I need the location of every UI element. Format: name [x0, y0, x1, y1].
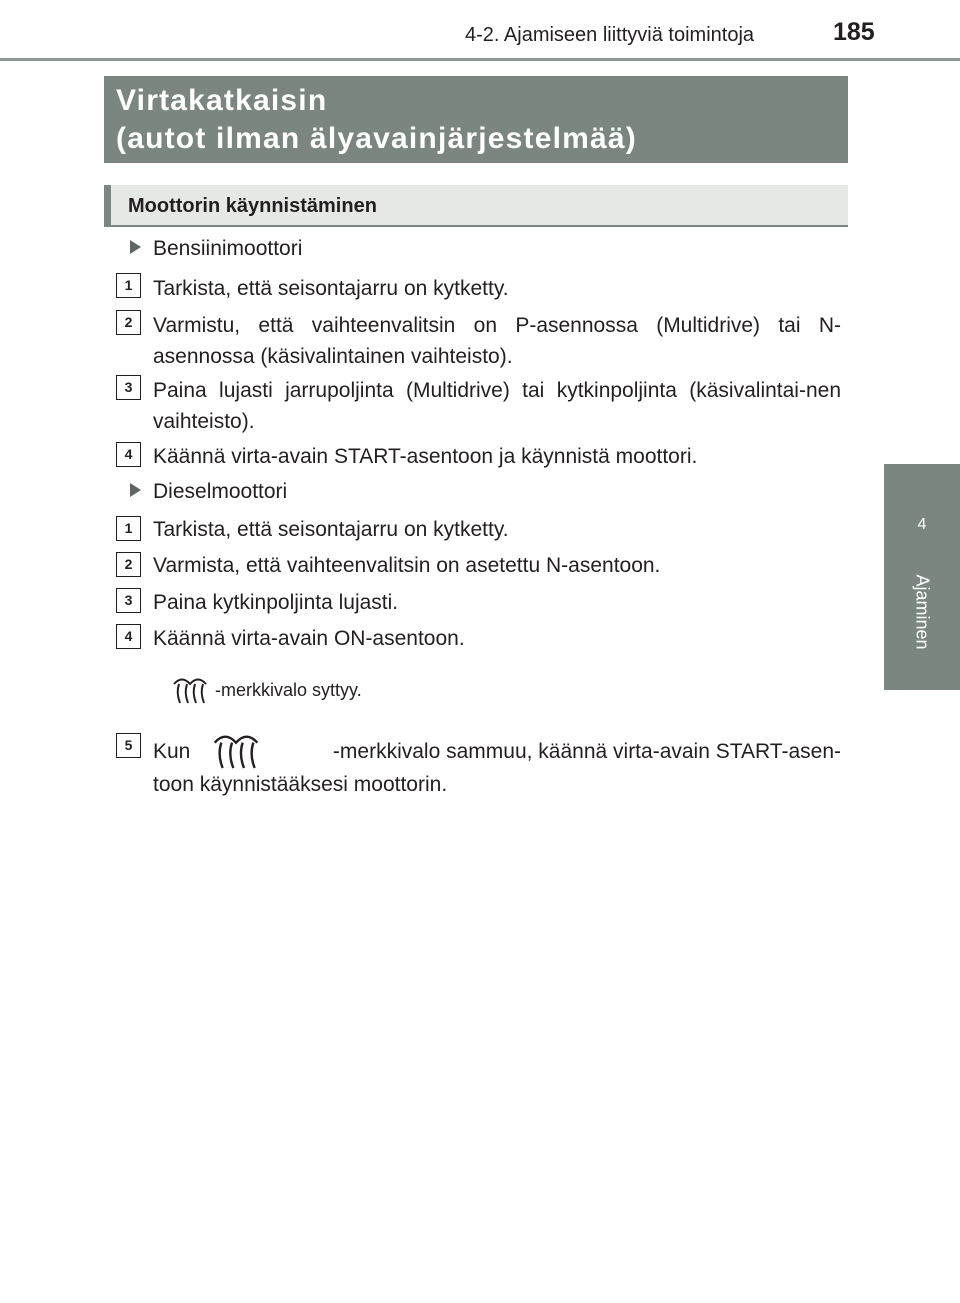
step-number-badge: 3	[116, 588, 141, 613]
step-text: Käännä virta-avain START-asentoon ja käynnistä moottori.	[153, 445, 698, 468]
diesel-engine-label: Dieselmoottori	[153, 480, 288, 503]
diesel-engine-heading	[130, 480, 287, 504]
step-5-line-2: toon käynnistääksesi moottorin.	[153, 773, 448, 796]
step-text: Varmistu, että vaihteenvalitsin on P-asennossa (Multidrive) tai N-asennossa (käsivalintainen vaihteisto).	[153, 314, 841, 368]
section-title-line-2: (autot ilman älyavainjärjestelmää)	[116, 122, 637, 155]
glow-plug-indicator-icon	[170, 676, 210, 706]
triangle-bullet-icon	[130, 483, 141, 497]
indicator-note	[170, 676, 362, 706]
subheading-text: Moottorin käynnistäminen	[128, 195, 377, 217]
page-number: 185	[833, 18, 875, 46]
chapter-label: Ajaminen	[912, 574, 933, 650]
step-text: Tarkista, että seisontajarru on kytketty.	[153, 518, 509, 541]
step-5-kun: Kun	[153, 740, 191, 763]
step-5-rest: -merkkivalo sammuu, käännä virta-avain START-asen-	[332, 740, 841, 763]
step-number-badge: 5	[116, 733, 141, 758]
triangle-bullet-icon	[130, 240, 141, 254]
step-text: Paina lujasti jarrupoljinta (Multidrive) tai kytkinpoljinta (käsivalintai-nen vaihteisto).	[153, 379, 841, 433]
header-rule	[0, 58, 960, 61]
indicator-note-text: -merkkivalo syttyy.	[215, 679, 362, 700]
step-text: Käännä virta-avain ON-asentoon.	[153, 627, 465, 650]
section-title-line-1: Virtakatkaisin	[116, 84, 328, 117]
step-number-badge: 1	[116, 273, 141, 298]
step-number-badge: 1	[116, 516, 141, 541]
header-section-title: 4-2. Ajamiseen liittyviä toimintoja	[465, 24, 755, 46]
chapter-side-tab	[884, 464, 960, 690]
petrol-engine-heading	[130, 237, 302, 261]
section-title-box	[104, 76, 848, 163]
step-number-badge: 2	[116, 310, 141, 335]
step-text: Varmista, että vaihteenvalitsin on asetettu N-asentoon.	[153, 554, 661, 577]
step-text: Tarkista, että seisontajarru on kytketty.	[153, 277, 509, 300]
chapter-number: 4	[917, 516, 927, 533]
subheading-box	[104, 185, 848, 227]
step-number-badge: 4	[116, 624, 141, 649]
step-text: Paina kytkinpoljinta lujasti.	[153, 591, 399, 614]
step-number-badge: 2	[116, 552, 141, 577]
petrol-engine-label: Bensiinimoottori	[153, 237, 303, 260]
subheading-bar	[104, 185, 111, 225]
step-5-line-1	[153, 732, 841, 772]
glow-plug-indicator-icon	[208, 732, 264, 772]
step-number-badge: 3	[116, 375, 141, 400]
step-number-badge: 4	[116, 442, 141, 467]
